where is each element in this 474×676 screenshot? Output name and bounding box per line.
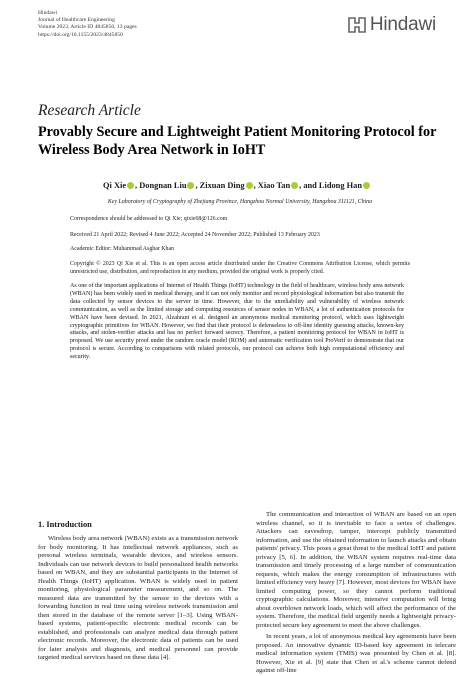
publication-dates: Received 21 April 2022; Revised 4 June 2022; Accepted 24 November 2022; Published 13 February 2023: [70, 232, 320, 238]
paper-title: Provably Secure and Lightweight Patient Monitoring Protocol for Wireless Body Area Network in IoHT: [38, 124, 437, 158]
body-paragraph: In recent years, a lot of anonymous medical key agreements have been proposed. An innovative dynamic ID-based key agreement in telecare medical information system (TMIS) was presented by Chen et al. [8]. However, Xie et al. [9] state that Chen et al.'s scheme cannot defend against off-line: [256, 633, 456, 674]
author-name[interactable]: Qi Xie: [103, 181, 127, 190]
volume-info: Volume 2023, Article ID 4845850, 13 pages: [38, 24, 137, 31]
journal-meta: [38, 10, 137, 39]
abstract: As one of the important applications of Internet of Health Things (IoHT) technology in the field of healthcare, wireless body area network (WBAN) has been widely used in medical therapy, and it can not only monitor and record physiological information but also transmit the data collected by sensor devices to the server in time. However, due to the unreliability and vulnerability of wireless network communication, as well as the limited storage and computing resources of sensor nodes in WBAN, a lot of authentication protocols for WBAN have been devised. In 2021, Alzahrani et al. designed an anonymous medical monitoring protocol, which uses lightweight cryptographic primitives for WBAN. However, we find that their protocol is defenseless to off-line identity guessing attacks, known-key attacks, and stolen-verifier attacks and has no perfect forward secrecy. Therefore, a patient monitoring protocol for WBAN in IoHT is proposed. We use security proof under the random oracle model (ROM) and automatic verification tool ProVerif to demonstrate that our protocol is secure. According to comparisons with related protocols, our protocol can achieve both high computational efficiency and security.: [70, 283, 404, 361]
orcid-icon[interactable]: [291, 182, 298, 189]
orcid-icon[interactable]: [127, 182, 134, 189]
orcid-icon[interactable]: [187, 182, 194, 189]
correspondence: Correspondence should be addressed to Qi Xie; qixie68@126.com: [70, 216, 228, 222]
body-paragraph: Wireless body area network (WBAN) exists as a transmission network for body monitoring. It has intellectual network appliances, such as personal wireless terminals, wearable devices, and wireless sensors. Individuals can use network devices to build personalized health networks based on WBAN, and they are substantial participants in the Internet of Health Things (IoHT) application. WBAN is widely used in patient monitoring, physiological parameter measurement, and so on. The measured data are transmitted by the sensor to the devices with a forwarding function in real time using wireless network transmission and then stored in the database of the remote server [1–3]. Using WBAN-based systems, patient-specific electronic medical records can be established, and professionals can analyze medical data through patient electronic records. Moreover, the electronic data of patients can be used for later analysis and diagnosis, and medical personnel can provide targeted medical services based on these data [4].: [38, 535, 238, 661]
hindawi-logo: [347, 14, 436, 36]
journal-label: Hindawi: [38, 10, 58, 16]
author-name[interactable]: Zixuan Ding: [199, 181, 245, 190]
academic-editor: Academic Editor: Muhammad Asghar Khan: [70, 246, 175, 252]
orcid-icon[interactable]: [246, 182, 253, 189]
affiliation: Key Laboratory of Cryptography of Zhejiang Province, Hangzhou Normal University, Hangzhou 311121, China: [107, 199, 373, 205]
article-type: Research Article: [38, 102, 141, 119]
author-name[interactable]: and Lidong Han: [303, 181, 362, 190]
author-name[interactable]: Xiao Tan: [257, 181, 291, 190]
body-paragraph: The communication and interaction of WBAN are based on an open wireless channel, so it is inevitable to face a series of challenges. Attackers can eavesdrop, tamper, intercept publicly transmitted information, and use the obtained information to launch attacks and obtain patients' privacy. This poses a great threat to the medical IoHT and patient privacy [5, 6]. In addition, the WBAN system requires real-time data transmission and timely processing of a large number of communication requests, which makes the energy consumption of infrastructures with limited efficiency very heavy [7]. However, most devices for WBAN have limited computing power, so they cannot perform traditional cryptographic calculations. Moreover, intensive computation will bring about overblown network loads, which will affect the performance of the system. Therefore, the medical field urgently needs a lightweight privacy-protected secure key agreement to meet the above challenges.: [256, 511, 456, 629]
orcid-icon[interactable]: [363, 182, 370, 189]
author-list: Qi Xie , Dongnan Liu , Zixuan Ding , Xiao Tan , and Lidong Han: [0, 181, 474, 190]
hindawi-logo-text: Hindawi: [369, 14, 436, 35]
right-column: [256, 508, 456, 676]
doi-link[interactable]: https://doi.org/10.1155/2023/4845850: [38, 31, 123, 38]
left-column: [38, 510, 238, 663]
copyright-notice: Copyright © 2023 Qi Xie et al. This is an open access article distributed under the Creative Commons Attribution License, which permits unrestricted use, distribution, and reproduction in any medium, provided the original work is properly cited.: [70, 261, 410, 275]
section-heading: 1. Introduction: [38, 520, 92, 529]
hindawi-logo-icon: [347, 16, 367, 34]
journal-name: Journal of Healthcare Engineering: [38, 17, 115, 24]
author-name[interactable]: Dongnan Liu: [139, 181, 187, 190]
